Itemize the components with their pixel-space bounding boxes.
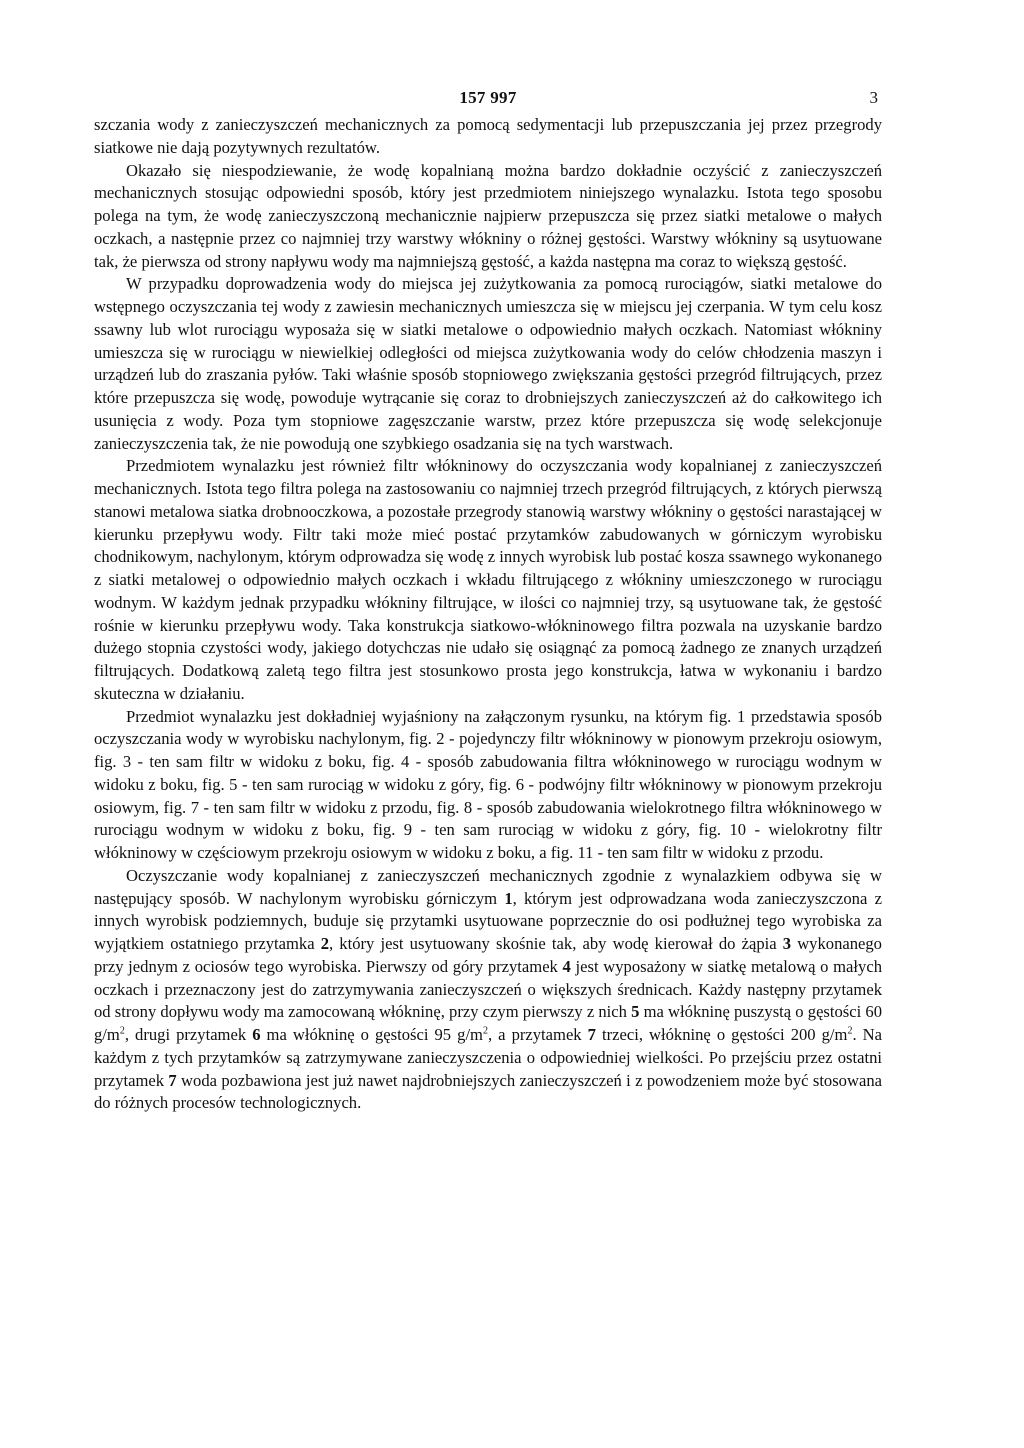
text-run: woda pozbawiona jest już nawet najdrobniejszych zanieczyszczeń i z powodzeniem może być stosowana do różnych procesów technologicznych. xyxy=(94,1070,882,1113)
paragraph-continuation: szczania wody z zanieczyszczeń mechanicznych za pomocą sedymentacji lub przepuszczania jej przez przegrody siatkowe nie dają pozytywnych rezultatów. xyxy=(94,115,882,157)
text-run: , którym jest odprowadzana woda zanieczyszczona z innych wyrobisk podziemnych, buduje się przytamki usytuowane poprzecznie do osi podłużnej tego wyrobiska za wyjątkiem ostatniego przytamka xyxy=(94,888,882,953)
page-number: 3 xyxy=(869,88,878,107)
body-text xyxy=(94,114,882,1115)
text-run: , drugi przytamek xyxy=(124,1025,253,1044)
text-run: , a przytamek xyxy=(487,1025,588,1044)
page-header xyxy=(94,86,882,114)
reference-numeral: 5 xyxy=(631,1002,640,1022)
paragraph: Przedmiotem wynalazku jest również filtr włókninowy do oczyszczania wody kopalnianej z zanieczyszczeń mechanicznych. Istota tego filtra polega na zastosowaniu co najmniej trzech przegród filtrujących, z których pierwszą stanowi metalowa siatka drobnooczkowa, a pozostałe przegrody stanowią warstwy włókniny o gęstości narastającej w kierunku przepływu wody. Filtr taki może mieć postać przytamków zabudowanych w górniczym wyrobisku chodnikowym, nachylonym, którym odprowadza się wodę z innych wyrobisk lub postać kosza ssawnego wykonanego z siatki metalowej o odpowiednio małych oczkach i wkładu filtrującego z włókniny umieszczonego w rurociągu wodnym. W każdym jednak przypadku włókniny filtrujące, w ilości co najmniej trzy, są usytuowane tak, że gęstość rośnie w kierunku przepływu wody. Taka konstrukcja siatkowo-włókninowego filtra pozwala na uzyskanie bardzo dużego stopnia czystości wody, jakiego dotychczas nie udało się osiągnąć za pomocą żadnego ze znanych urządzeń filtrujących. Dodatkową zaletą tego filtra jest stosunkowo prosta jego konstrukcja, łatwa w wykonaniu i bardzo skuteczna w działaniu. xyxy=(94,456,882,703)
patent-number: 157 997 xyxy=(459,88,517,107)
text-run: jest wyposażony w siatkę metalową o małych oczkach i przeznaczony jest do zatrzymywania zanieczyszczeń o większych średnicach. Każdy następny przytamek od strony dopływu wody ma zamocowaną włókninę, przy czym pierwszy z nich xyxy=(94,956,882,1022)
reference-numeral: 7 xyxy=(168,1070,177,1090)
paragraph: Przedmiot wynalazku jest dokładniej wyjaśniony na załączonym rysunku, na którym fig. 1 przedstawia sposób oczyszczania wody w wyrobisku nachylonym, fig. 2 - pojedynczy filtr włókninowy w pionowym przekroju osiowym, fig. 3 - ten sam filtr w widoku z boku, fig. 4 - sposób zabudowania filtra włókninowego w rurociągu wodnym w widoku z boku, fig. 5 - ten sam rurociąg w widoku z góry, fig. 6 - podwójny filtr włókninowy w pionowym przekroju osiowym, fig. 7 - ten sam filtr w widoku z przodu, fig. 8 - sposób zabudowania wielokrotnego filtra włókninowego w rurociągu wodnym w widoku z boku, fig. 9 - ten sam rurociąg w widoku z góry, fig. 10 - wielokrotny filtr włókninowy w częściowym przekroju osiowym w widoku z boku, a fig. 11 - ten sam filtr w widoku z przodu. xyxy=(94,706,882,862)
reference-numeral: 4 xyxy=(562,956,571,976)
text-run: wykonanego przy jednym z ociosów tego wyrobiska. Pierwszy od góry przytamek xyxy=(94,934,882,976)
paragraph: Okazało się niespodziewanie, że wodę kopalnianą można bardzo dokładnie oczyścić z zanieczyszczeń mechanicznych stosując odpowiedni sposób, który jest przedmiotem niniejszego wynalazku. Istota tego sposobu polega na tym, że wodę zanieczyszczoną mechanicznie najpierw przepuszcza się przez siatki metalowe o małych oczkach, a następnie przez co najmniej trzy warstwy włókniny o różnej gęstości. Warstwy włókniny są usytuowane tak, że pierwsza od strony napływu wody ma najmniejszą gęstość, a każda następna ma coraz to większą gęstość. xyxy=(94,160,882,271)
reference-numeral: 1 xyxy=(504,888,513,908)
reference-numeral: 6 xyxy=(252,1025,261,1044)
text-run: . Na każdym z tych przytamków są zatrzymywane zanieczyszczenia o odpowiedniej wielkości. Po przejściu przez ostatni przytamek xyxy=(94,1025,882,1090)
paragraph xyxy=(94,865,882,1115)
text-run: ma włókninę o gęstości 95 g/m xyxy=(260,1025,483,1044)
text-run: trzeci, włókninę o gęstości 200 g/m xyxy=(595,1025,848,1044)
reference-numeral: 2 xyxy=(320,934,330,953)
text-run: ma włókninę puszystą o gęstości 60 g/m xyxy=(94,1002,882,1044)
text-run: , który jest usytuowany skośnie tak, aby wodę kierował do żąpia xyxy=(329,934,783,953)
reference-numeral: 7 xyxy=(587,1025,596,1044)
paragraph: W przypadku doprowadzenia wody do miejsca jej zużytkowania za pomocą rurociągów, siatki metalowe do wstępnego oczyszczania tej wody z zawiesin mechanicznych umieszcza się w miejscu jej czerpania. W tym celu kosz ssawny lub wlot rurociągu wyposaża się w siatki metalowe o odpowiednio małych oczkach. Natomiast włókniny umieszcza się w rurociągu w niewielkiej odległości od miejsca zużytkowania wody do celów chłodzenia maszyn i urządzeń lub do zraszania pyłów. Taki właśnie sposób stopniowego zwiększania gęstości przegród filtrujących, przez które przepuszcza się wodę, powoduje wytrącanie się coraz to drobniejszych zanieczyszczeń aż do całkowitego ich usunięcia z wody. Poza tym stopniowe zagęszczanie warstw, przez które przepuszcza się wodę selekcjonuje zanieczyszczenia tak, że nie powodują one szybkiego osadzania się na tych warstwach. xyxy=(94,274,882,453)
document-page xyxy=(94,86,882,1115)
superscript: 2 xyxy=(482,1025,488,1037)
text-run: Oczyszczanie wody kopalnianej z zanieczyszczeń mechanicznych zgodnie z wynalazkiem odbywa się w następujący sposób. W nachylonym wyrobisku górniczym xyxy=(94,865,882,908)
superscript: 2 xyxy=(847,1025,853,1037)
reference-numeral: 3 xyxy=(782,934,792,953)
superscript: 2 xyxy=(119,1025,125,1037)
